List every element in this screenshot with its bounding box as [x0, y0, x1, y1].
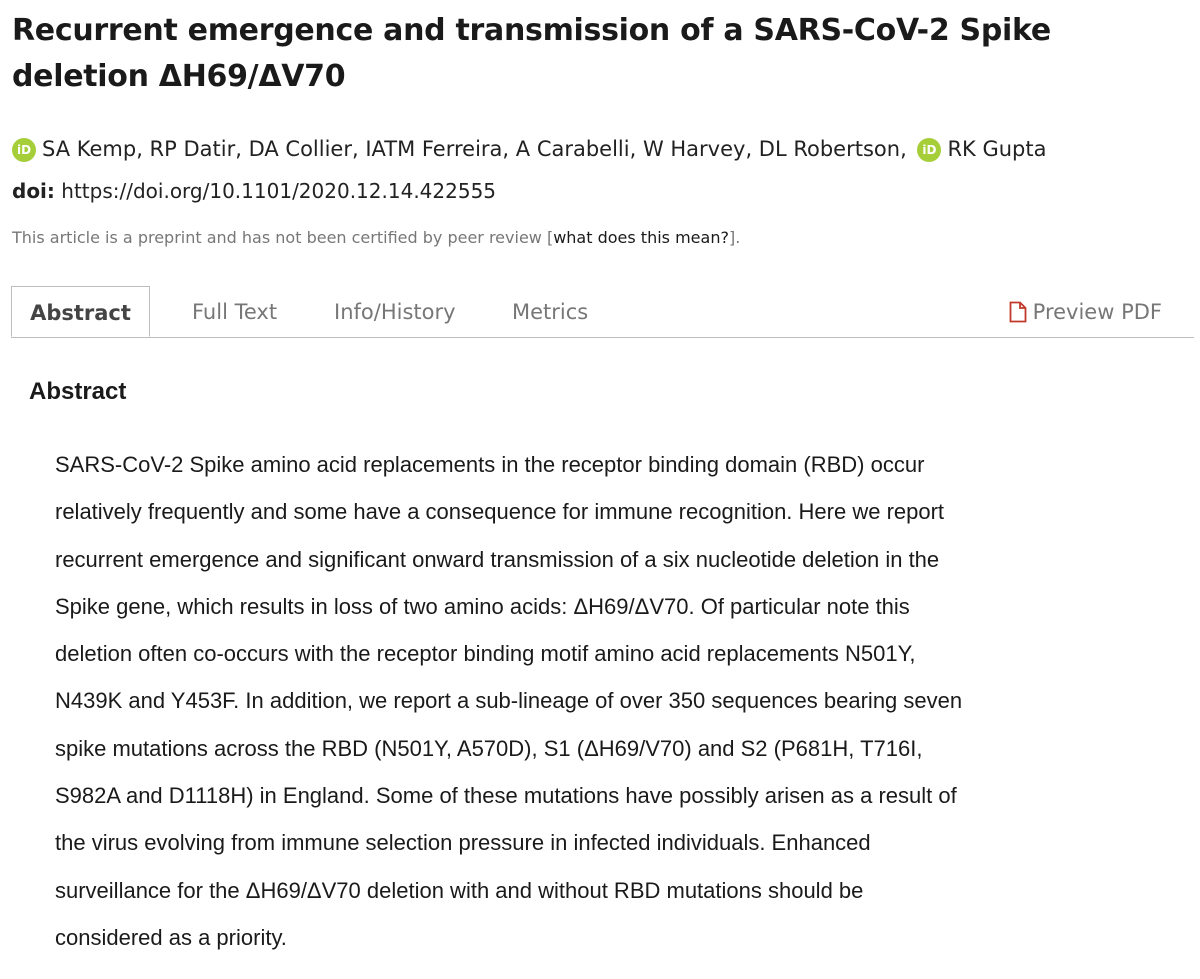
preview-pdf-label: Preview PDF	[1032, 300, 1162, 324]
abstract-body	[55, 441, 1165, 961]
abstract-line: relatively frequently and some have a consequence for immune recognition. Here we report	[55, 499, 945, 525]
tab-info-history[interactable]: Info/History	[334, 300, 456, 324]
preprint-close: ].	[728, 228, 741, 247]
abstract-line: recurrent emergence and significant onward transmission of a six nucleotide deletion in the	[55, 546, 940, 572]
tab-metrics[interactable]: Metrics	[512, 300, 589, 324]
preprint-text: This article is a preprint and has not been certified by peer review [	[12, 228, 554, 247]
abstract-line: surveillance for the ΔH69/ΔV70 deletion with and without RBD mutations should be	[55, 877, 864, 903]
tab-abstract[interactable]: Abstract	[11, 286, 150, 337]
pdf-file-icon	[1009, 290, 1027, 342]
doi-line	[12, 176, 496, 206]
abstract-line: the virus evolving from immune selection pressure in infected individuals. Enhanced	[55, 830, 871, 856]
abstract-line: considered as a priority.	[55, 924, 287, 950]
preprint-notice	[12, 224, 740, 252]
authors-text[interactable]: SA Kemp, RP Datir, DA Collier, IATM Ferreira, A Carabelli, W Harvey, DL Robertson,	[42, 137, 907, 161]
article-tabs	[11, 286, 1194, 338]
abstract-line: S982A and D1118H) in England. Some of these mutations have possibly arisen as a result of	[55, 783, 957, 809]
abstract-line: deletion often co-occurs with the receptor binding motif amino acid replacements N501Y,	[55, 641, 916, 667]
abstract-line: SARS-CoV-2 Spike amino acid replacements in the receptor binding domain (RBD) occur	[55, 452, 925, 477]
preview-pdf-link[interactable]	[1009, 286, 1162, 337]
abstract-line: spike mutations across the RBD (N501Y, A570D), S1 (ΔH69/V70) and S2 (P681H, T716I,	[55, 735, 923, 761]
orcid-icon[interactable]: iD	[12, 138, 36, 162]
abstract-heading: Abstract	[29, 378, 127, 405]
article-title: Recurrent emergence and transmission of a SARS-CoV-2 Spike deletion ΔH69/ΔV70	[12, 13, 1051, 94]
author-list	[12, 134, 1192, 164]
orcid-icon[interactable]: iD	[917, 138, 941, 162]
abstract-line: N439K and Y453F. In addition, we report a sub-lineage of over 350 sequences bearing seven	[55, 688, 963, 714]
abstract-line: Spike gene, which results in loss of two amino acids: ΔH69/ΔV70. Of particular note this	[55, 593, 910, 619]
doi-link[interactable]: https://doi.org/10.1101/2020.12.14.422555	[61, 179, 497, 203]
author-gupta[interactable]: RK Gupta	[947, 137, 1047, 161]
doi-label: doi:	[12, 179, 55, 203]
what-does-this-mean-link[interactable]: what does this mean?	[553, 228, 729, 247]
tab-full-text[interactable]: Full Text	[192, 300, 278, 324]
